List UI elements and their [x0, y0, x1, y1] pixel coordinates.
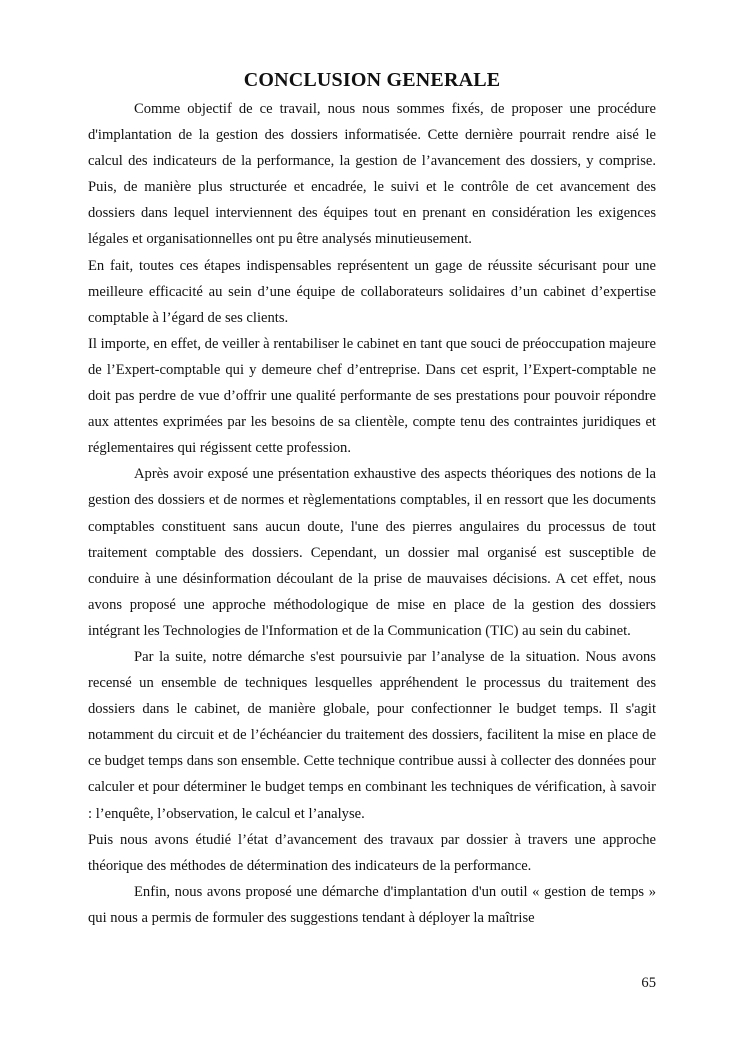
paragraph-7: Enfin, nous avons proposé une démarche d'implantation d'un outil « gestion de temps » qui nous a permis de formuler des suggestions tendant à déployer la maîtrise	[88, 883, 656, 926]
paragraph-6: Puis nous avons étudié l’état d’avancement des travaux par dossier à travers une approche théorique des méthodes de détermination des indicateurs de la performance.	[88, 831, 656, 874]
paragraph-3: Il importe, en effet, de veiller à rentabiliser le cabinet en tant que souci de préoccupation majeure de l’Expert-comptable qui y demeure chef d’entreprise. Dans cet esprit, l’Expert-comptable ne doit pas perdre de vue d’offrir une qualité performante de ses prestations pour pouvoir répondre aux attentes exprimées par les besoins de sa clientèle, compte tenu des contraintes juridiques et réglementaires qui régissent cette profession.	[88, 335, 656, 457]
document-page	[88, 66, 656, 931]
paragraph-5: Par la suite, notre démarche s'est poursuivie par l’analyse de la situation. Nous avons recensé un ensemble de techniques lesquelles appréhendent le processus du traitement des dossiers dans le cabinet, de manière globale, pour confectionner le budget temps. Il s'agit notamment du circuit et de l’échéancier du traitement des dossiers, facilitent la mise en place de ce budget temps dans son ensemble. Cette technique contribue aussi à collecter des données pour calculer et pour déterminer le budget temps en combinant les techniques de vérification, à savoir : l’enquête, l’observation, le calcul et l’analyse.	[88, 648, 656, 822]
page-number: 65	[641, 975, 656, 991]
paragraph-4: Après avoir exposé une présentation exhaustive des aspects théoriques des notions de la gestion des dossiers et de normes et règlementations comptables, il en ressort que les documents comptables constituent sans aucun doute, l'une des pierres angulaires du processus de tout traitement comptable des dossiers. Cependant, un dossier mal organisé est susceptible de conduire à une désinformation découlant de la prise de mauvaises décisions. A cet effet, nous avons proposé une approche méthodologique de mise en place de la gestion des dossiers intégrant les Technologies de l'Information et de la Communication (TIC) au sein du cabinet.	[88, 466, 656, 639]
paragraph-2: En fait, toutes ces étapes indispensables représentent un gage de réussite sécurisant pour une meilleure efficacité au sein d’une équipe de collaborateurs solidaires d’un cabinet d’expertise comptable à l’égard de ses clients.	[88, 257, 656, 326]
page-title: CONCLUSION GENERALE	[243, 69, 501, 91]
paragraph-1: Comme objectif de ce travail, nous nous sommes fixés, de proposer une procédure d'implantation de la gestion des dossiers informatisée. Cette dernière pourrait rendre aisé le calcul des indicateurs de la performance, la gestion de l’avancement des dossiers, y comprise. Puis, de manière plus structurée et encadrée, le suivi et le contrôle de cet avancement des dossiers dans lequel interviennent des équipes tout en prenant en considération les exigences légales et organisationnelles ont pu être analysés minutieusement.	[88, 101, 656, 248]
